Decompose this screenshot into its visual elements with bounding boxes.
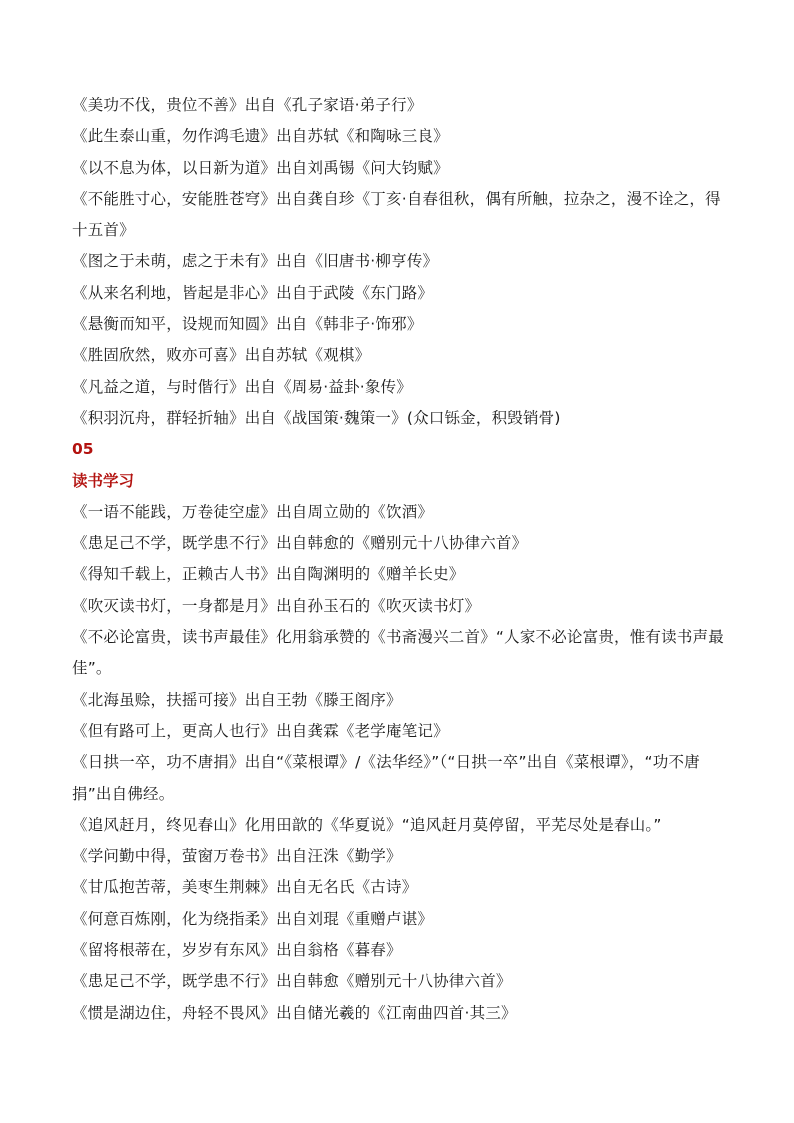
quote-line: 《甘瓜抱苦蒂，美枣生荆棘》出自无名氏《古诗》 bbox=[72, 878, 418, 897]
quote-line: 《何意百炼刚，化为绕指柔》出自刘琨《重赠卢谌》 bbox=[72, 909, 434, 928]
quote-line: 《积羽沉舟，群轻折轴》出自《战国策·魏策一》(众口铄金，积毁销骨) bbox=[72, 408, 561, 427]
section-number: 05 bbox=[72, 440, 94, 459]
quote-line: 《得知千载上，正赖古人书》出自陶渊明的《赠羊长史》 bbox=[72, 565, 465, 584]
quote-line: 《但有路可上，更高人也行》出自龚霖《老学庵笔记》 bbox=[72, 721, 449, 740]
quote-line: 《患足己不学，既学患不行》出自韩愈的《赠别元十八协律六首》 bbox=[72, 534, 528, 553]
quote-list-2 bbox=[72, 497, 732, 1029]
quote-list-1 bbox=[72, 90, 732, 434]
section-title: 读书学习 bbox=[72, 471, 135, 490]
quote-line: 《图之于未萌，虑之于未有》出自《旧唐书·柳亨传》 bbox=[72, 252, 439, 271]
quote-line: 《美功不伐，贵位不善》出自《孔子家语·弟子行》 bbox=[72, 96, 423, 114]
quote-line: 《不能胜寸心，安能胜苍穹》出自龚自珍《丁亥·自春徂秋，偶有所触，拉杂之，漫不诠之，得十五首》 bbox=[72, 189, 721, 240]
quote-line: 《留将根蒂在，岁岁有东风》出自翁格《暮春》 bbox=[72, 941, 402, 960]
quote-line: 《学问勤中得，萤窗万卷书》出自汪洙《勤学》 bbox=[72, 847, 402, 866]
quote-line: 《追风赶月，终见春山》化用田歆的《华夏说》“追风赶月莫停留，平芜尽处是春山。” bbox=[72, 815, 662, 834]
quote-line: 《日拱一卒，功不唐捐》出自“《菜根谭》/《法华经》”（“日拱一卒”出自《菜根谭》，“功不唐捐”出自佛经。 bbox=[72, 753, 700, 803]
quote-line: 《一语不能践，万卷徒空虚》出自周立勋的《饮酒》 bbox=[72, 502, 434, 521]
quote-line: 《惯是湖边住，舟轻不畏风》出自储光羲的《江南曲四首·其三》 bbox=[72, 1003, 517, 1022]
quote-line: 《不必论富贵，读书声最佳》化用翁承赞的《书斋漫兴二首》“人家不必论富贵，惟有读书声最佳”。 bbox=[72, 628, 724, 678]
document-page bbox=[72, 90, 732, 1029]
quote-line: 《以不息为体，以日新为道》出自刘禹锡《问大钧赋》 bbox=[72, 158, 449, 177]
quote-line: 《悬衡而知平，设规而知圆》出自《韩非子·饰邪》 bbox=[72, 315, 423, 334]
quote-line: 《此生泰山重，勿作鸿毛遗》出自苏轼《和陶咏三良》 bbox=[72, 127, 449, 146]
quote-line: 《从来名利地，皆起是非心》出自于武陵《东门路》 bbox=[72, 283, 434, 302]
quote-line: 《北海虽赊，扶摇可接》出自王勃《滕王阁序》 bbox=[72, 690, 402, 709]
quote-line: 《胜固欣然，败亦可喜》出自苏轼《观棋》 bbox=[72, 346, 371, 365]
quote-line: 《吹灭读书灯，一身都是月》出自孙玉石的《吹灭读书灯》 bbox=[72, 596, 481, 615]
quote-line: 《患足己不学，既学患不行》出自韩愈《赠别元十八协律六首》 bbox=[72, 972, 512, 991]
quote-line: 《凡益之道，与时偕行》出自《周易·益卦·象传》 bbox=[72, 377, 412, 396]
